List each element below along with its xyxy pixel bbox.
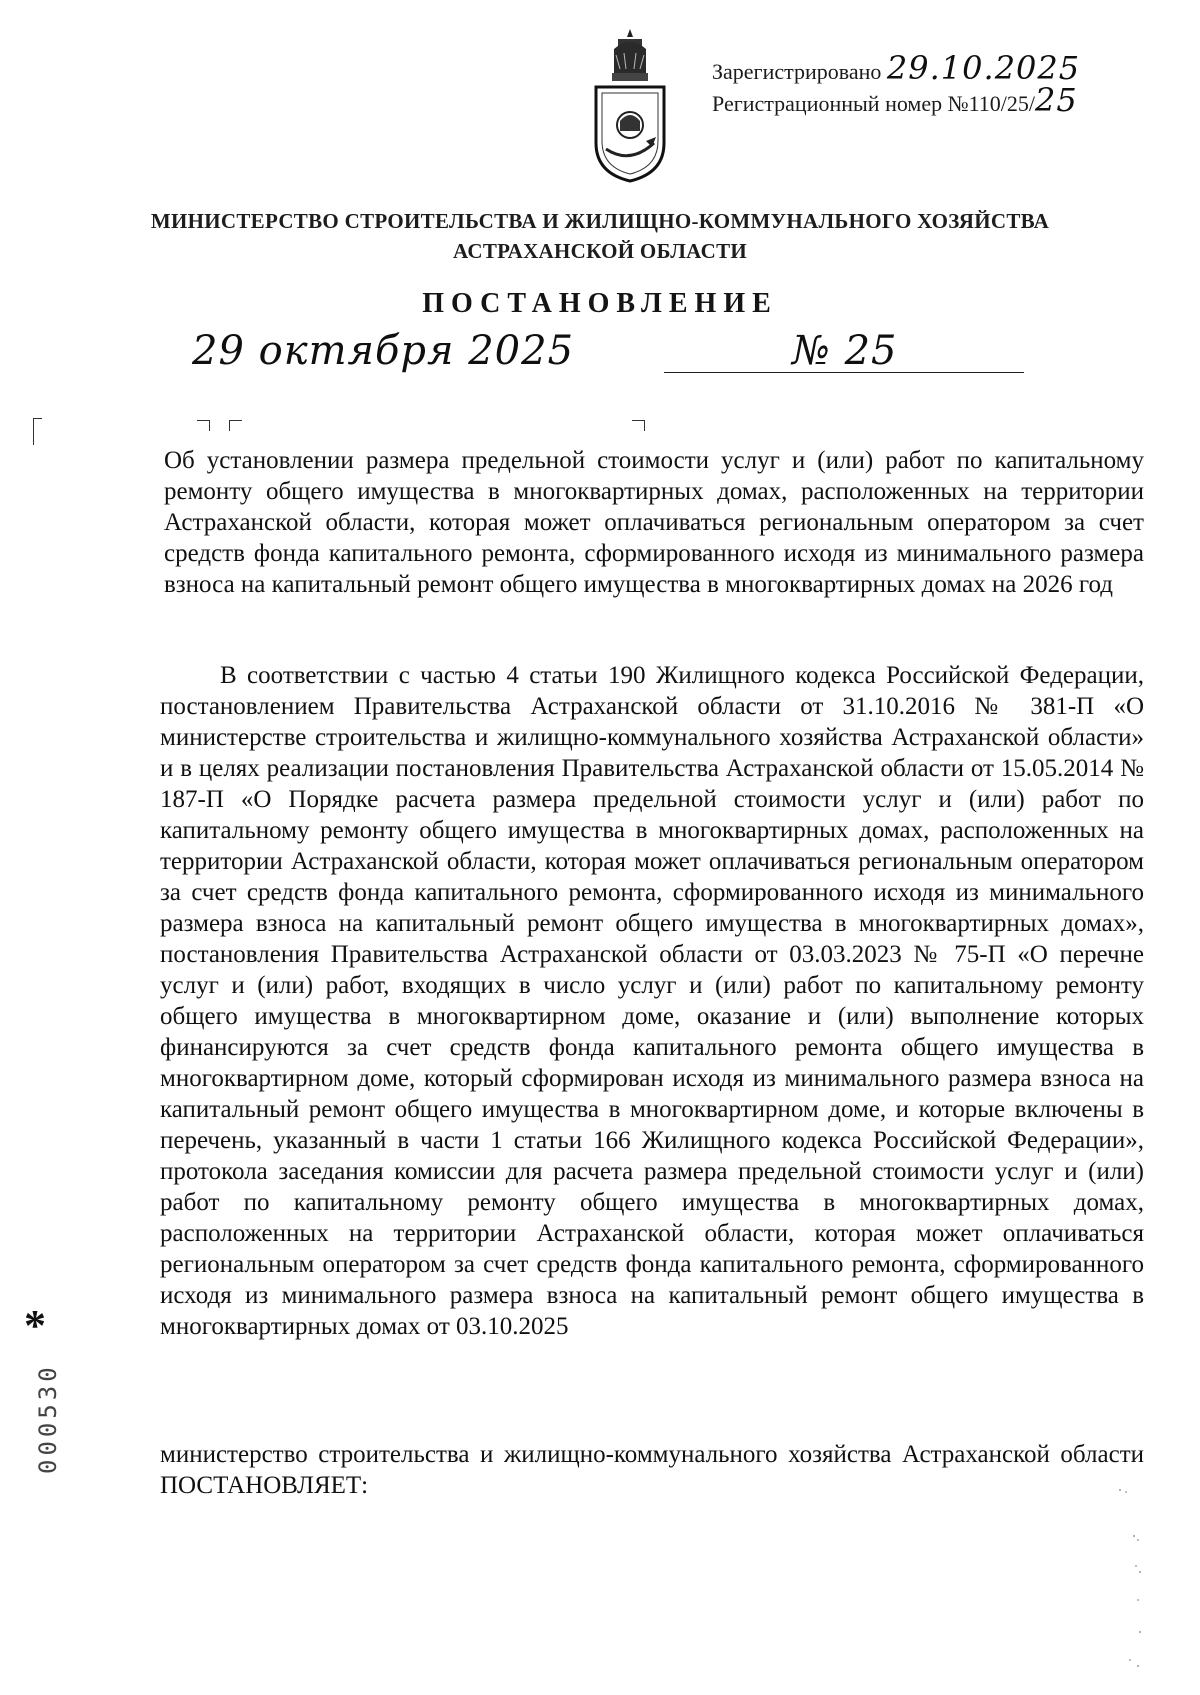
scan-noise-marks xyxy=(1100,1480,1160,1680)
registration-number-label: Регистрационный номер №110/25/ xyxy=(712,91,1036,116)
margin-corner-mark xyxy=(33,418,42,445)
subject-corner-mark xyxy=(632,420,645,431)
decree-statement: министерство строительства и жилищно-коммунального хозяйства Астраханской области ПОСТАНОВЛЯЕТ: xyxy=(160,1441,1144,1499)
coat-of-arms-emblem xyxy=(590,25,670,185)
registered-label: Зарегистрировано xyxy=(712,59,882,84)
document-subject: Об установлении размера предельной стоимости услуг и (или) работ по капитальному ремонту общего имущества в многоквартирных домах, расположенных на территории Астраханской области, которая может оплачиваться региональным оператором за счет средств фонда капитального ремонта, сформированного исходя из минимального размера взноса на капитальный ремонт общего имущества в многоквартирных домах на 2026 год xyxy=(164,447,1144,598)
serial-number: 000530 xyxy=(34,1363,62,1474)
serial-star-mark: * xyxy=(24,1301,46,1350)
document-type-title: ПОСТАНОВЛЕНИЕ xyxy=(422,288,778,319)
subject-corner-mark xyxy=(229,420,242,431)
registration-stamp xyxy=(712,49,1081,119)
subject-corner-mark xyxy=(197,420,210,431)
document-body-paragraph: В соответствии с частью 4 статьи 190 Жилищного кодекса Российской Федерации, постановлением Правительства Астраханской области от 31.10.2016 № 381-П «О министерстве строительства и жилищно-коммунального хозяйства Астраханской области» и в целях реализации постановления Правительства Астраханской области от 15.05.2014 № 187-П «О Порядке расчета размера предельной стоимости услуг и (или) работ по капитальному ремонту общего имущества в многоквартирных домах, расположенных на территории Астраханской области, которая может оплачиваться региональным оператором за счет средств фонда капитального ремонта, сформированного исходя из минимального размера взноса на капитальный ремонт общего имущества в многоквартирных домах», постановления Правительства Астраханской области от 03.03.2023 № 75-П «О перечне услуг и (или) работ, входящих в число услуг и (или) работ по капитальному ремонту общего имущества в многоквартирном доме, оказание и (или) выполнение которых финансируются за счет средств фонда капитального ремонта общего имущества в многоквартирном доме, который сформирован исходя из минимального размера взноса на капитальный ремонт общего имущества в многоквартирном доме, и которые включены в перечень, указанный в части 1 статьи 166 Жилищного кодекса Российской Федерации», протокола заседания комиссии для расчета размера предельной стоимости услуг и (или) работ по капитальному ремонту общего имущества в многоквартирных домах, расположенных на территории Астраханской области, которая может оплачиваться региональным оператором за счет средств фонда капитального ремонта, сформированного исходя из минимального размера взноса на капитальный ремонт общего имущества в многоквартирных домах от 03.10.2025 xyxy=(160,662,1144,1340)
registration-number-handwritten: 25 xyxy=(1035,81,1078,119)
ministry-name-line1: МИНИСТЕРСТВО СТРОИТЕЛЬСТВА И ЖИЛИЩНО-КОММУНАЛЬНОГО ХОЗЯЙСТВА xyxy=(150,209,1050,233)
document-number-handwritten: № 25 xyxy=(792,328,898,374)
document-date-handwritten: 29 октября 2025 xyxy=(192,328,575,374)
ministry-name xyxy=(0,206,1200,266)
registered-date-handwritten: 29.10.2025 xyxy=(886,49,1081,87)
ministry-name-line2: АСТРАХАНСКОЙ ОБЛАСТИ xyxy=(452,239,748,263)
